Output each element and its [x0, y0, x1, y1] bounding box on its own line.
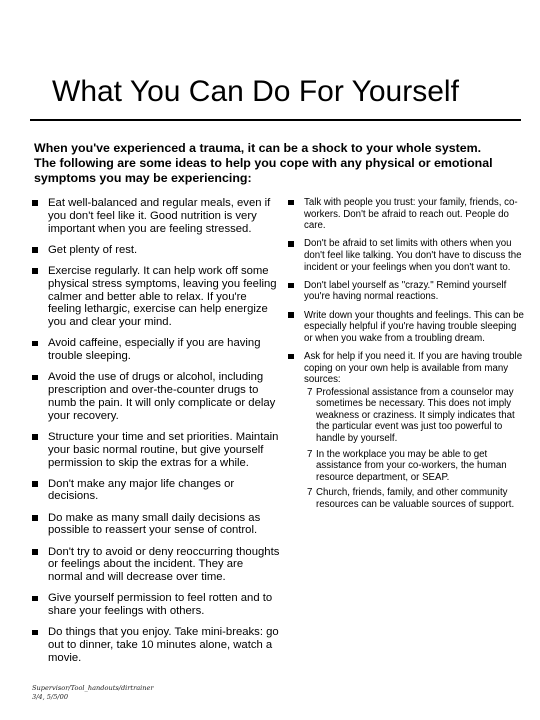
square-bullet-icon — [32, 434, 38, 440]
square-bullet-icon — [32, 596, 38, 602]
list-item-text: Do things that you enjoy. Take mini-breaks: go out to dinner, take 10 minutes alone, watch a movie. — [48, 626, 279, 665]
list-item-text: Give yourself permission to feel rotten and to share your feelings with others. — [48, 592, 273, 618]
footer-note — [32, 684, 232, 702]
help-source-text: Professional assistance from a counselor may sometimes be necessary. This does not imply weakness or craziness. It simply indicates that the particular event was just too powerful to handle by yourself. — [316, 386, 515, 445]
square-bullet-icon — [32, 200, 38, 206]
list-item — [286, 197, 526, 232]
list-item-text: Don't try to avoid or deny reoccurring thoughts or feelings about the incident. They are normal and will decrease over time. — [48, 545, 280, 584]
square-bullet-icon — [288, 312, 294, 318]
list-item-text: Talk with people you trust: your family, friends, co-workers. Don't be afraid to reach out. People do care. — [304, 197, 518, 232]
list-item — [30, 512, 280, 538]
arrow-bullet-icon: 7 — [307, 386, 313, 398]
square-bullet-icon — [32, 481, 38, 487]
square-bullet-icon — [32, 549, 38, 555]
arrow-bullet-icon: 7 — [307, 487, 313, 499]
help-source-item — [304, 487, 526, 510]
list-item-text: Write down your thoughts and feelings. This can be especially helpful if you're having trouble sleeping or when you wake from a troubling dream. — [304, 309, 524, 344]
list-item — [30, 371, 280, 422]
help-source-text: Church, friends, family, and other community resources can be valuable sources of support. — [316, 487, 515, 511]
left-bullet-list — [30, 197, 280, 673]
square-bullet-icon — [288, 200, 294, 206]
list-item — [30, 197, 280, 235]
list-item-text: Do make as many small daily decisions as possible to reassert your sense of control. — [48, 511, 261, 537]
list-item-text: Avoid caffeine, especially if you are having trouble sleeping. — [48, 337, 261, 363]
list-item — [286, 280, 526, 303]
list-item-text: Eat well-balanced and regular meals, even if you don't feel like it. Good nutrition is very important when you are feeling stressed. — [48, 197, 271, 235]
page-title: What You Can Do For Yourself — [52, 75, 459, 108]
list-item-text: Get plenty of rest. — [48, 243, 138, 256]
help-source-text: In the workplace you may be able to get assistance from your co-workers, the human resource department, or SEAP. — [316, 448, 507, 483]
square-bullet-icon — [288, 283, 294, 289]
list-item-text: Ask for help if you need it. If you are having trouble coping on your own help is available from many sources: — [304, 350, 523, 386]
list-item-text: Structure your time and set priorities. Maintain your basic normal routine, but give yourself permission to skip the extras for a while. — [48, 430, 279, 469]
list-item — [30, 244, 280, 257]
footer-line-2: 3/4, 5/5/00 — [32, 693, 69, 701]
square-bullet-icon — [288, 241, 294, 247]
right-bullet-list — [286, 197, 526, 517]
list-item — [30, 626, 280, 664]
list-item — [30, 265, 280, 329]
help-source-item — [304, 387, 526, 445]
square-bullet-icon — [32, 375, 38, 381]
intro-paragraph: When you've experienced a trauma, it can be a shock to your whole system. The following are some ideas to help you cope with any physical or emotional symptoms you may be experiencing: — [34, 141, 493, 186]
list-item — [30, 337, 280, 363]
list-item — [30, 478, 280, 504]
square-bullet-icon — [32, 268, 38, 274]
square-bullet-icon — [32, 247, 38, 253]
list-item-text: Avoid the use of drugs or alcohol, including prescription and over-the-counter drugs to numb the pain. It will only complicate or delay your recovery. — [48, 371, 276, 422]
arrow-bullet-icon: 7 — [307, 448, 313, 460]
list-item-text: Don't be afraid to set limits with others when you don't feel like talking. You don't have to discuss the incident or your feelings when you don't want to. — [304, 238, 522, 273]
list-item — [30, 546, 280, 584]
square-bullet-icon — [32, 515, 38, 521]
list-item — [30, 592, 280, 618]
list-item-text: Don't make any major life changes or decisions. — [48, 477, 235, 503]
help-source-item — [304, 449, 526, 484]
list-item — [286, 310, 526, 345]
title-rule — [30, 119, 521, 121]
help-sources-list — [304, 387, 526, 511]
square-bullet-icon — [32, 341, 38, 347]
square-bullet-icon — [32, 630, 38, 636]
footer-line-1: Supervisor/Tool_handouts/dirtrainer — [32, 684, 154, 692]
square-bullet-icon — [288, 354, 294, 360]
list-item — [286, 351, 526, 511]
list-item — [286, 238, 526, 273]
list-item-text: Don't label yourself as "crazy." Remind yourself you're having normal reactions. — [304, 279, 507, 303]
list-item — [30, 431, 280, 469]
list-item-text: Exercise regularly. It can help work off some physical stress symptoms, leaving you feeling calmer and better able to relax. If you're feeling lethargic, exercise can help energize you and clear your mind. — [48, 264, 277, 329]
